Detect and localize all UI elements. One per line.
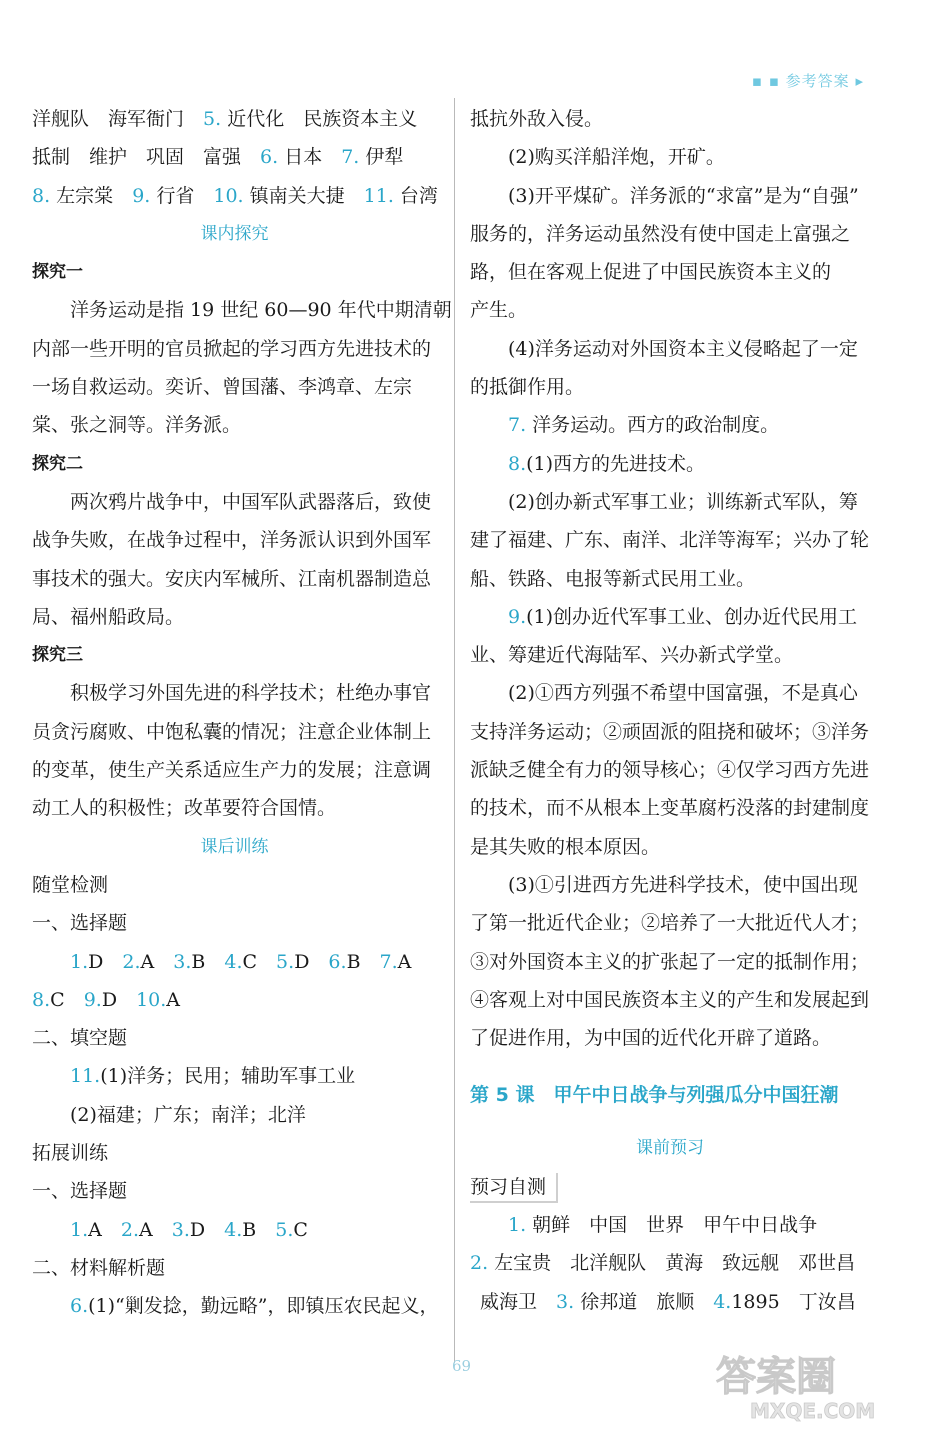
sub-heading: 随堂检测 xyxy=(32,873,109,896)
answer-text: (1)创办近代军事工业、创办近代民用工 xyxy=(526,605,858,628)
paragraph-line: (2)①西方列强不希望中国富强，不是真心 xyxy=(508,682,858,705)
item-number: 11. xyxy=(70,1065,101,1088)
paragraph-line: 局、福州船政局。 xyxy=(32,605,185,628)
item-number: 6. xyxy=(70,1295,89,1318)
paragraph-line: (3)①引进西方先进科学技术，使中国出现 xyxy=(508,873,858,896)
column-divider xyxy=(454,98,455,1363)
answer-text: 1895 丁汝昌 xyxy=(731,1290,856,1313)
item-number: 1. xyxy=(70,950,89,973)
question-type: 二、材料解析题 xyxy=(32,1256,166,1279)
answer-text: (1)洋务；民用；辅助军事工业 xyxy=(100,1065,356,1088)
paragraph-line: ③对外国资本主义的扩张起了一定的抵制作用； xyxy=(470,950,870,973)
answer-text: C xyxy=(293,1218,308,1241)
paragraph-line: 的技术，而不从根本上变革腐朽没落的封建制度 xyxy=(470,797,870,820)
answer-text: 洋舰队 海军衙门 xyxy=(32,108,204,130)
section-heading: 课前预习 xyxy=(636,1138,704,1159)
answer-text: 威海卫 xyxy=(480,1290,557,1313)
answer-paragraph xyxy=(470,177,870,330)
answer-line: 业、筹建近代海陆军、兴办新式学堂。 xyxy=(470,644,794,667)
item-number: 2. xyxy=(120,1218,140,1241)
answer-text: A xyxy=(166,988,181,1011)
answer-text: B xyxy=(346,950,380,973)
paragraph-line: 动工人的积极性；改革要符合国情。 xyxy=(32,797,337,820)
explore-paragraph xyxy=(32,483,437,636)
answer-text: 左宝贵 北洋舰队 黄海 致远舰 邓世昌 xyxy=(488,1252,856,1275)
item-number: 8. xyxy=(32,184,51,207)
item-number: 1. xyxy=(70,1218,89,1241)
answer-paragraph xyxy=(470,674,870,865)
item-number: 6. xyxy=(328,950,347,973)
paragraph-line: 内部一些开明的官员掀起的学习西方先进技术的 xyxy=(32,337,432,360)
explore-paragraph xyxy=(32,674,437,827)
answer-line xyxy=(32,1211,437,1249)
paragraph-line: ④客观上对中国民族资本主义的产生和发展起到 xyxy=(470,988,870,1011)
answer-text: B xyxy=(242,1218,276,1241)
watermark-url: MXQE.COM xyxy=(750,1399,876,1423)
item-number: 4. xyxy=(224,1218,243,1241)
watermark-text: 答案圈 xyxy=(716,1354,836,1400)
pre-title: 预习自测 xyxy=(470,1173,558,1203)
answer-text: A xyxy=(397,950,412,973)
answer-line: 抵抗外敌入侵。 xyxy=(470,108,604,130)
paragraph-line: 事技术的强大。安庆内军械所、江南机器制造总 xyxy=(32,567,432,590)
item-number: 7. xyxy=(508,414,527,437)
explore-paragraph xyxy=(32,291,452,444)
paragraph-line: 了促进作用，为中国的近代化开辟了道路。 xyxy=(470,1027,832,1050)
item-number: 9. xyxy=(132,184,151,207)
answer-text: 洋务运动。西方的政治制度。 xyxy=(526,414,780,437)
answer-text: 近代化 民族资本主义 xyxy=(221,108,418,130)
paragraph-line: 洋务运动是指 19 世纪 60—90 年代中期清朝 xyxy=(70,299,452,322)
page-number: 69 xyxy=(452,1357,472,1375)
answer-line xyxy=(32,981,437,1019)
right-column xyxy=(470,100,870,1321)
paragraph-line: 产生。 xyxy=(470,299,528,322)
answer-line: (2)购买洋船洋炮，开矿。 xyxy=(508,146,725,169)
sub-heading xyxy=(470,1168,870,1206)
item-number: 9. xyxy=(83,988,102,1011)
answer-text: 左宗棠 xyxy=(50,184,133,207)
paragraph-line: 是其失败的根本原因。 xyxy=(470,835,661,858)
paragraph-line: 的抵御作用。 xyxy=(470,376,585,399)
item-number: 5. xyxy=(276,950,295,973)
item-number: 10. xyxy=(136,988,167,1011)
answer-text: 朝鲜 中国 世界 甲午中日战争 xyxy=(526,1214,818,1237)
answer-text: (1)西方的先进技术。 xyxy=(526,452,706,475)
item-number: 2. xyxy=(122,950,141,973)
answer-text: 徐邦道 旅顺 xyxy=(574,1290,714,1313)
answer-line xyxy=(470,1244,870,1282)
answer-line xyxy=(32,1057,437,1095)
paragraph-line: 派缺乏健全有力的领导核心；④仅学习西方先进 xyxy=(470,759,870,782)
item-number: 3. xyxy=(556,1290,575,1313)
item-number: 1. xyxy=(508,1214,527,1237)
header-tag: ▪ ▪ 参考答案 ▸ xyxy=(751,72,864,90)
answer-text: C xyxy=(242,950,277,973)
item-number: 3. xyxy=(173,950,192,973)
paragraph-line: 建了福建、广东、南洋、北洋等海军；兴办了轮 xyxy=(470,529,870,552)
answer-line: (2)福建；广东；南洋；北洋 xyxy=(70,1103,306,1126)
paragraph-line: 两次鸦片战争中，中国军队武器落后，致使 xyxy=(70,490,432,513)
answer-text: 伊犁 xyxy=(359,146,404,169)
item-number: 4. xyxy=(224,950,243,973)
item-number: 3. xyxy=(171,1218,190,1241)
paragraph-line: (4)洋务运动对外国资本主义侵略起了一定 xyxy=(508,337,858,360)
paragraph-line: 服务的，洋务运动虽然没有使中国走上富强之 xyxy=(470,222,851,245)
paragraph-line: 棠、张之洞等。洋务派。 xyxy=(32,414,242,437)
paragraph-line: 积极学习外国先进的科学技术；杜绝办事官 xyxy=(70,682,432,705)
item-number: 10. xyxy=(213,184,244,207)
answer-line xyxy=(470,406,870,444)
answer-text: C xyxy=(50,988,84,1011)
answer-text: B xyxy=(191,950,225,973)
paragraph-line: (3)开平煤矿。洋务派的“求富”是为“自强” xyxy=(508,184,859,207)
item-number: 5. xyxy=(203,108,222,130)
answer-line xyxy=(32,138,437,176)
paragraph-line: (2)创办新式军事工业；训练新式军队，筹 xyxy=(508,490,858,513)
answer-text: A xyxy=(88,1218,121,1241)
answer-text: A xyxy=(140,950,174,973)
answer-line xyxy=(32,177,437,215)
answer-text: 台湾 xyxy=(393,184,438,207)
explore-title: 探究一 xyxy=(32,262,83,283)
answer-text: D xyxy=(88,950,123,973)
paragraph-line: 船、铁路、电报等新式民用工业。 xyxy=(470,567,756,590)
answer-line xyxy=(470,1283,870,1321)
paragraph-line: 一场自救运动。奕䜣、曾国藩、李鸿章、左宗 xyxy=(32,376,413,399)
answer-text: A xyxy=(139,1218,172,1241)
section-heading: 课后训练 xyxy=(200,836,269,857)
question-type: 一、选择题 xyxy=(32,912,128,935)
paragraph-line: 的变革，使生产关系适应生产力的发展；注意调 xyxy=(32,759,432,782)
answer-text: D xyxy=(294,950,329,973)
answer-text: (1)“剿发捻，勤远略”，即镇压农民起义， xyxy=(88,1295,439,1318)
question-type: 二、填空题 xyxy=(32,1027,128,1050)
item-number: 5. xyxy=(275,1218,294,1241)
item-number: 6. xyxy=(260,146,279,169)
explore-title: 探究三 xyxy=(32,645,83,666)
answer-line xyxy=(32,100,437,138)
left-column xyxy=(32,100,452,1326)
answer-line xyxy=(32,943,437,981)
question-type: 一、选择题 xyxy=(32,1180,128,1203)
answer-paragraph xyxy=(470,330,870,407)
paragraph-line: 战争失败，在战争过程中，洋务派认识到外国军 xyxy=(32,529,432,552)
paragraph-line: 员贪污腐败、中饱私囊的情况；注意企业体制上 xyxy=(32,720,432,743)
sub-heading: 拓展训练 xyxy=(32,1142,109,1165)
item-number: 9. xyxy=(508,605,527,628)
answer-line xyxy=(470,1206,870,1244)
answer-text: 日本 xyxy=(278,146,342,169)
explore-title: 探究二 xyxy=(32,453,83,474)
item-number: 4. xyxy=(713,1290,732,1313)
answer-paragraph xyxy=(470,483,870,598)
item-number: 8. xyxy=(508,452,527,475)
item-number: 7. xyxy=(379,950,398,973)
answer-text: D xyxy=(189,1218,225,1241)
paragraph-line: 支持洋务运动；②顽固派的阻挠和破坏；③洋务 xyxy=(470,720,870,743)
item-number: 2. xyxy=(470,1252,489,1275)
item-number: 7. xyxy=(341,146,360,169)
item-number: 11. xyxy=(363,184,394,207)
watermark-logo xyxy=(710,1344,910,1424)
answer-line xyxy=(32,1287,437,1325)
answer-text: 行省 xyxy=(150,184,214,207)
answer-paragraph xyxy=(470,866,870,1057)
paragraph-line: 路，但在客观上促进了中国民族资本主义的 xyxy=(470,261,832,284)
answer-line xyxy=(470,598,870,636)
lesson-title: 第 5 课 甲午中日战争与列强瓜分中国狂潮 xyxy=(470,1084,839,1107)
answer-line xyxy=(470,445,870,483)
item-number: 8. xyxy=(32,988,51,1011)
answer-text: D xyxy=(101,988,137,1011)
section-heading: 课内探究 xyxy=(200,223,269,244)
answer-text: 镇南关大捷 xyxy=(243,184,364,207)
answer-text: 抵制 维护 巩固 富强 xyxy=(32,146,261,169)
paragraph-line: 了第一批近代企业；②培养了一大批近代人才； xyxy=(470,912,870,935)
